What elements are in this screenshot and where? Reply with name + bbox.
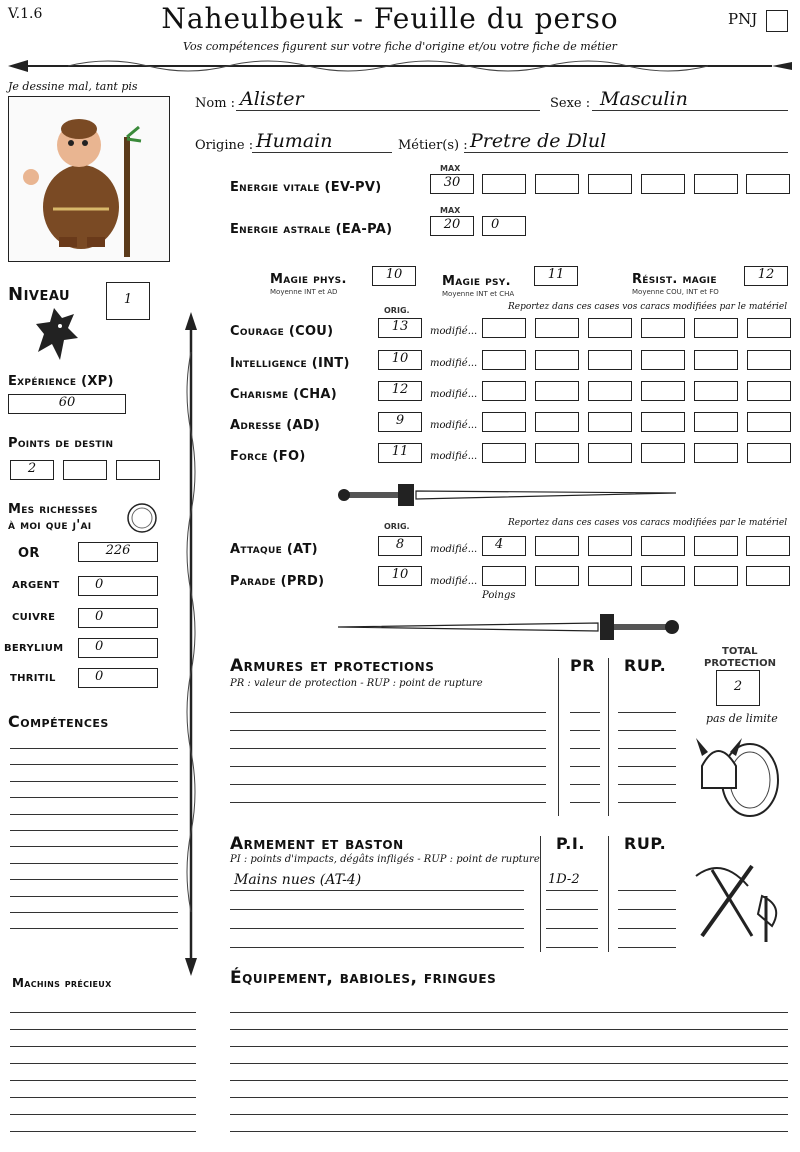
magie-psy-box[interactable]: 11 xyxy=(534,266,578,286)
destin-box-1[interactable]: 2 xyxy=(10,460,54,480)
armure-line[interactable] xyxy=(230,730,546,731)
carac-mod-box[interactable] xyxy=(588,318,632,338)
spear-divider-icon xyxy=(8,54,792,78)
parade-orig-box[interactable]: 10 xyxy=(378,566,422,586)
carac-orig-box[interactable]: 9 xyxy=(378,412,422,432)
armement-pi-label: P.I. xyxy=(556,834,585,853)
xp-label: Expérience (XP) xyxy=(8,374,114,389)
parade-box-3[interactable] xyxy=(588,566,632,586)
cuivre-label: CUIVRE xyxy=(12,612,56,623)
carac-label: Intelligence (INT) xyxy=(230,356,350,371)
competence-line[interactable] xyxy=(10,814,178,815)
competence-line[interactable] xyxy=(10,863,178,864)
carac-mod-box[interactable] xyxy=(535,443,579,463)
carac-mod-box[interactable] xyxy=(482,350,526,370)
ev-box-5[interactable] xyxy=(694,174,738,194)
cuivre-box[interactable]: 0 xyxy=(78,608,158,628)
destin-box-3[interactable] xyxy=(116,460,160,480)
armure-line[interactable] xyxy=(230,784,546,785)
combat-report-note: Reportez dans ces cases vos caracs modifiées par le matériel xyxy=(508,518,788,528)
armement-rup-line[interactable] xyxy=(618,947,676,948)
ev-max-label: MAX xyxy=(440,164,461,173)
origine-label: Origine : xyxy=(195,138,254,153)
armement-line[interactable] xyxy=(230,909,524,910)
parade-box-6[interactable] xyxy=(746,566,790,586)
xp-box[interactable]: 60 xyxy=(8,394,126,414)
armement-note: PI : points d'impacts, dégâts infligés - RUP : point de rupture xyxy=(230,854,540,865)
carac-mod-box[interactable] xyxy=(747,443,791,463)
attaque-box-3[interactable] xyxy=(588,536,632,556)
carac-mod-box[interactable] xyxy=(747,381,791,401)
vertical-spear-icon xyxy=(180,312,202,976)
argent-label: ARGENT xyxy=(12,580,60,591)
attaque-box-6[interactable] xyxy=(746,536,790,556)
carac-mod-box[interactable] xyxy=(588,350,632,370)
carac-mod-box[interactable] xyxy=(747,318,791,338)
armure-pr-line[interactable] xyxy=(570,748,600,749)
attaque-orig-box[interactable]: 8 xyxy=(378,536,422,556)
argent-box[interactable]: 0 xyxy=(78,576,158,596)
sexe-value[interactable]: Masculin xyxy=(600,88,688,110)
armement-rup-label: RUP. xyxy=(624,834,667,853)
armement-line[interactable] xyxy=(230,947,524,948)
caracs-report-note: Reportez dans ces cases vos caracs modifiées par le matériel xyxy=(508,302,788,312)
carac-mod-box[interactable] xyxy=(588,381,632,401)
armement-pi-line[interactable] xyxy=(546,909,598,910)
pnj-label: PNJ xyxy=(728,10,758,28)
parade-box-4[interactable] xyxy=(641,566,685,586)
richesses-label-2: à moi que j'ai xyxy=(8,518,92,533)
or-box[interactable]: 226 xyxy=(78,542,158,562)
machin-line[interactable] xyxy=(10,1097,196,1098)
carac-mod-box[interactable] xyxy=(694,412,738,432)
competence-line[interactable] xyxy=(10,912,178,913)
pas-de-limite-note: pas de limite xyxy=(706,712,778,725)
ev-max-box[interactable]: 30 xyxy=(430,174,474,194)
destin-label: Points de destin xyxy=(8,436,114,451)
berylium-box[interactable]: 0 xyxy=(78,638,158,658)
attaque-modif-label: modifié... xyxy=(430,544,478,555)
carac-orig-box[interactable]: 10 xyxy=(378,350,422,370)
parade-box-1[interactable] xyxy=(482,566,526,586)
carac-label: Charisme (CHA) xyxy=(230,387,337,402)
carac-mod-box[interactable] xyxy=(641,318,685,338)
magie-phys-box[interactable]: 10 xyxy=(372,266,416,286)
armement-rup-line[interactable] xyxy=(618,890,676,891)
carac-mod-box[interactable] xyxy=(535,318,579,338)
carac-modif-label: modifié... xyxy=(430,389,478,400)
carac-mod-box[interactable] xyxy=(747,350,791,370)
carac-mod-box[interactable] xyxy=(535,412,579,432)
machin-line[interactable] xyxy=(10,1029,196,1030)
equipement-line[interactable] xyxy=(230,1097,788,1098)
total-label-2: PROTECTION xyxy=(704,658,776,669)
armure-rup-line[interactable] xyxy=(618,766,676,767)
competence-line[interactable] xyxy=(10,781,178,782)
equipement-line[interactable] xyxy=(230,1131,788,1132)
armure-line[interactable] xyxy=(230,748,546,749)
sexe-label: Sexe : xyxy=(550,96,591,111)
equipement-line[interactable] xyxy=(230,1029,788,1030)
ev-box-6[interactable] xyxy=(746,174,790,194)
carac-mod-box[interactable] xyxy=(747,412,791,432)
armure-pr-line[interactable] xyxy=(570,766,600,767)
coin-icon xyxy=(126,502,158,534)
machin-line[interactable] xyxy=(10,1063,196,1064)
armement-rup-line[interactable] xyxy=(618,928,676,929)
version-label: V.1.6 xyxy=(8,6,43,22)
total-label-1: TOTAL xyxy=(722,646,758,657)
parade-box-5[interactable] xyxy=(694,566,738,586)
armement-pi-line[interactable] xyxy=(546,947,598,948)
crossed-weapons-icon xyxy=(692,856,786,942)
weapon-1-pi[interactable]: 1D-2 xyxy=(548,872,580,887)
carac-mod-box[interactable] xyxy=(641,412,685,432)
carac-mod-box[interactable] xyxy=(588,443,632,463)
carac-mod-box[interactable] xyxy=(694,318,738,338)
armement-line[interactable] xyxy=(230,890,524,891)
metier-label: Métier(s) : xyxy=(398,138,468,153)
carac-mod-box[interactable] xyxy=(694,350,738,370)
ea-max-box[interactable]: 20 xyxy=(430,216,474,236)
carac-orig-box[interactable]: 13 xyxy=(378,318,422,338)
thritil-box[interactable]: 0 xyxy=(78,668,158,688)
parade-box-2[interactable] xyxy=(535,566,579,586)
carac-modif-label: modifié... xyxy=(430,420,478,431)
competence-line[interactable] xyxy=(10,764,178,765)
attaque-box-4[interactable] xyxy=(641,536,685,556)
armure-rup-line[interactable] xyxy=(618,802,676,803)
armure-rup-line[interactable] xyxy=(618,712,676,713)
armure-pr-line[interactable] xyxy=(570,784,600,785)
attaque-mod-box[interactable]: 4 xyxy=(482,536,526,556)
page-title: Naheulbeuk - Feuille du perso xyxy=(161,2,619,35)
carac-modif-label: modifié... xyxy=(430,451,478,462)
competence-line[interactable] xyxy=(10,748,178,749)
ev-box-4[interactable] xyxy=(641,174,685,194)
carac-mod-box[interactable] xyxy=(641,381,685,401)
equipement-line[interactable] xyxy=(230,1080,788,1081)
pnj-checkbox[interactable] xyxy=(766,10,788,32)
armures-note: PR : valeur de protection - RUP : point de rupture xyxy=(230,678,483,689)
magie-phys-note: Moyenne INT et AD xyxy=(270,288,338,296)
page-subtitle: Vos compétences figurent sur votre fiche d'origine et/ou votre fiche de métier xyxy=(183,40,617,53)
armure-rup-line[interactable] xyxy=(618,784,676,785)
ea-label: Energie astrale (EA-PA) xyxy=(230,222,393,237)
armure-rup-line[interactable] xyxy=(618,730,676,731)
carac-mod-box[interactable] xyxy=(482,318,526,338)
ev-box-3[interactable] xyxy=(588,174,632,194)
attaque-label: Attaque (AT) xyxy=(230,542,318,557)
armure-line[interactable] xyxy=(230,766,546,767)
carac-mod-box[interactable] xyxy=(641,443,685,463)
attaque-box-5[interactable] xyxy=(694,536,738,556)
parade-modif-label: modifié... xyxy=(430,576,478,587)
armure-line[interactable] xyxy=(230,712,546,713)
carac-label: Courage (COU) xyxy=(230,324,334,339)
metier-value[interactable]: Pretre de Dlul xyxy=(470,130,607,152)
magie-psy-note: Moyenne INT et CHA xyxy=(442,290,515,298)
machin-line[interactable] xyxy=(10,1080,196,1081)
poings-note: Poings xyxy=(482,590,516,601)
armement-title: Armement et baston xyxy=(230,834,404,854)
equipement-line[interactable] xyxy=(230,1114,788,1115)
equipement-line[interactable] xyxy=(230,1063,788,1064)
competence-line[interactable] xyxy=(10,846,178,847)
parade-label: Parade (PRD) xyxy=(230,574,325,589)
caracs-orig-label: ORIG. xyxy=(384,306,410,315)
carac-mod-box[interactable] xyxy=(535,381,579,401)
competence-line[interactable] xyxy=(10,879,178,880)
portrait-frame xyxy=(8,96,170,262)
equipement-line[interactable] xyxy=(230,1012,788,1013)
richesses-label-1: Mes richesses xyxy=(8,502,98,517)
carac-mod-box[interactable] xyxy=(482,443,526,463)
resist-magie-label: Résist. magie xyxy=(632,272,717,287)
armure-line[interactable] xyxy=(230,802,546,803)
armement-rup-line[interactable] xyxy=(618,909,676,910)
carac-modif-label: modifié... xyxy=(430,326,478,337)
carac-mod-box[interactable] xyxy=(482,412,526,432)
competences-label: Compétences xyxy=(8,712,109,731)
destin-box-2[interactable] xyxy=(63,460,107,480)
carac-mod-box[interactable] xyxy=(694,381,738,401)
resist-magie-note: Moyenne COU, INT et FO xyxy=(632,288,719,296)
armures-title: Armures et protections xyxy=(230,656,435,676)
ev-label: Energie vitale (EV-PV) xyxy=(230,180,382,195)
or-label: OR xyxy=(18,546,40,561)
armure-pr-line[interactable] xyxy=(570,730,600,731)
carac-mod-box[interactable] xyxy=(482,381,526,401)
carac-orig-box[interactable]: 12 xyxy=(378,381,422,401)
ea-max-label: MAX xyxy=(440,206,461,215)
carac-mod-box[interactable] xyxy=(694,443,738,463)
armure-pr-line[interactable] xyxy=(570,712,600,713)
niveau-label: Niveau xyxy=(8,284,71,305)
sword-top-icon xyxy=(336,480,684,510)
draw-note: Je dessine mal, tant pis xyxy=(8,80,138,93)
carac-mod-box[interactable] xyxy=(588,412,632,432)
machins-label: Machins précieux xyxy=(12,976,112,990)
thritil-label: THRITIL xyxy=(10,673,56,684)
ev-box-1[interactable] xyxy=(482,174,526,194)
carac-orig-box[interactable]: 11 xyxy=(378,443,422,463)
machin-line[interactable] xyxy=(10,1046,196,1047)
monk-portrait-icon xyxy=(9,97,169,261)
ea-current-box[interactable]: 0 xyxy=(482,216,526,236)
carac-modif-label: modifié... xyxy=(430,358,478,369)
equipement-title: Équipement, babioles, fringues xyxy=(230,968,497,988)
resist-magie-box[interactable]: 12 xyxy=(744,266,788,286)
total-protection-box[interactable]: 2 xyxy=(716,670,760,706)
machin-line[interactable] xyxy=(10,1131,196,1132)
berylium-label: BERYLIUM xyxy=(4,643,64,654)
carac-mod-box[interactable] xyxy=(535,350,579,370)
dragon-icon xyxy=(34,304,80,362)
carac-label: Force (FO) xyxy=(230,449,306,464)
nom-label: Nom : xyxy=(195,96,236,111)
equipement-line[interactable] xyxy=(230,1046,788,1047)
armement-pi-line[interactable] xyxy=(546,890,598,891)
magie-phys-label: Magie phys. xyxy=(270,272,347,287)
carac-label: Adresse (AD) xyxy=(230,418,321,433)
ev-box-2[interactable] xyxy=(535,174,579,194)
machin-line[interactable] xyxy=(10,1114,196,1115)
competence-line[interactable] xyxy=(10,797,178,798)
carac-mod-box[interactable] xyxy=(641,350,685,370)
combat-orig-label: ORIG. xyxy=(384,522,410,531)
machin-line[interactable] xyxy=(10,1012,196,1013)
armement-line[interactable] xyxy=(230,928,524,929)
helmet-shield-icon xyxy=(694,726,784,822)
competence-line[interactable] xyxy=(10,928,178,929)
weapon-1-name[interactable]: Mains nues (AT-4) xyxy=(234,872,362,888)
origine-value[interactable]: Humain xyxy=(256,130,333,152)
armure-pr-line[interactable] xyxy=(570,802,600,803)
magie-psy-label: Magie psy. xyxy=(442,274,511,289)
armures-pr-label: PR xyxy=(570,656,596,675)
sword-bottom-icon xyxy=(338,612,682,642)
armement-pi-line[interactable] xyxy=(546,928,598,929)
nom-value[interactable]: Alister xyxy=(240,88,304,110)
niveau-box[interactable]: 1 xyxy=(106,282,150,320)
competence-line[interactable] xyxy=(10,830,178,831)
armures-rup-label: RUP. xyxy=(624,656,667,675)
attaque-box-2[interactable] xyxy=(535,536,579,556)
armure-rup-line[interactable] xyxy=(618,748,676,749)
competence-line[interactable] xyxy=(10,896,178,897)
